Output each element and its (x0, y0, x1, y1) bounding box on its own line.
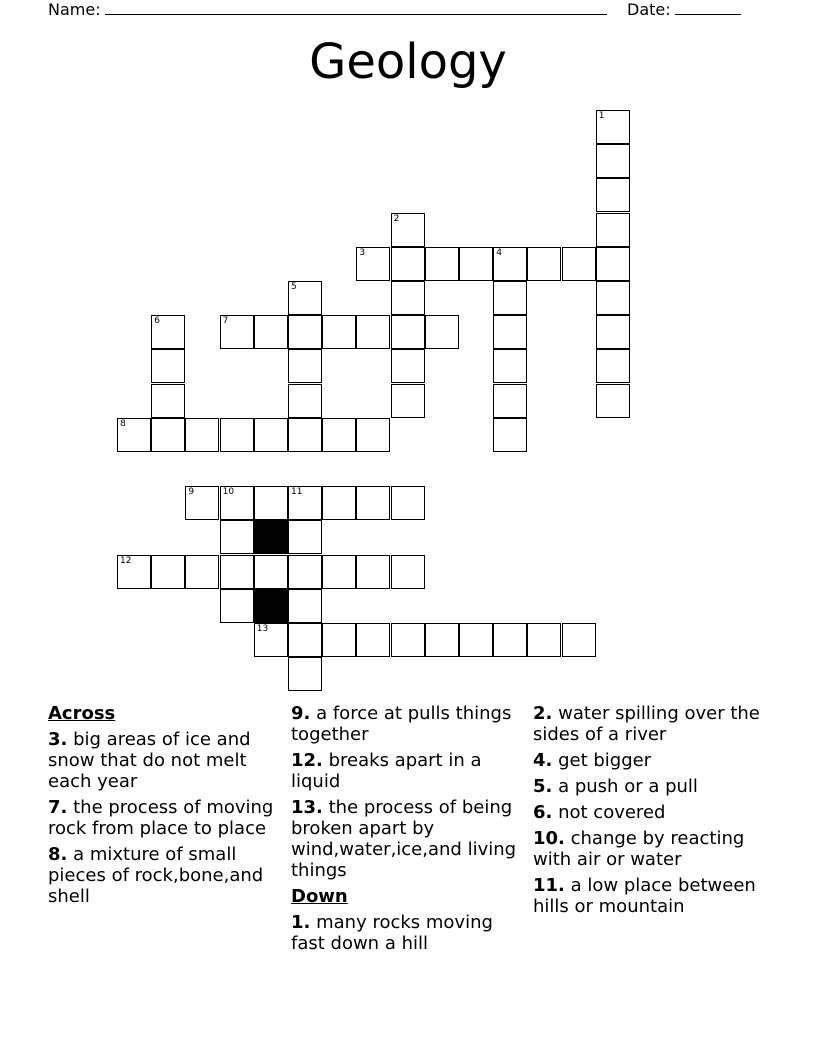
grid-cell[interactable] (254, 315, 288, 349)
clue-text: change by reacting with air or water (533, 828, 745, 870)
grid-cell[interactable] (151, 315, 185, 349)
grid-cell[interactable] (220, 486, 254, 520)
grid-cell[interactable] (425, 623, 459, 657)
clue-column-3 (533, 703, 773, 922)
grid-cell[interactable] (356, 418, 390, 452)
grid-cell[interactable] (493, 247, 527, 281)
name-label: Name: (48, 0, 101, 19)
clue-column-2 (291, 703, 531, 959)
grid-cell[interactable] (254, 623, 288, 657)
grid-cell[interactable] (596, 144, 630, 178)
clue-number: 1. (291, 912, 311, 933)
clue-text: many rocks moving fast down a hill (291, 912, 493, 954)
date-label: Date: (627, 0, 671, 19)
cell-number: 7 (222, 316, 229, 327)
grid-cell[interactable] (356, 555, 390, 589)
clue-text: a push or a pull (552, 776, 698, 797)
clue-text: big areas of ice and snow that do not melt each year (48, 729, 251, 792)
grid-cell[interactable] (322, 486, 356, 520)
grid-cell[interactable] (391, 623, 425, 657)
grid-cell[interactable] (254, 418, 288, 452)
clue-number: 4. (533, 750, 553, 771)
clue-number: 8. (48, 844, 68, 865)
grid-cell[interactable] (562, 623, 596, 657)
black-cell (254, 520, 288, 554)
grid-cell[interactable] (493, 384, 527, 418)
clue-text: not covered (552, 802, 666, 823)
grid-cell[interactable] (220, 555, 254, 589)
clue-number: 2. (533, 703, 553, 724)
grid-cell[interactable] (254, 486, 288, 520)
grid-cell[interactable] (151, 555, 185, 589)
grid-cell[interactable] (220, 520, 254, 554)
across-heading: Across (48, 703, 116, 724)
clue-text: get bigger (552, 750, 652, 771)
clue-text: water spilling over the sides of a river (533, 703, 760, 745)
grid-cell[interactable] (596, 213, 630, 247)
grid-cell[interactable] (425, 315, 459, 349)
down-clue-list (291, 912, 531, 954)
grid-cell[interactable] (220, 418, 254, 452)
clue-number: 9. (291, 703, 311, 724)
grid-cell[interactable] (185, 418, 219, 452)
clue-column-1 (48, 703, 288, 912)
grid-cell[interactable] (493, 315, 527, 349)
clue-item (533, 750, 773, 771)
clue-text: a low place between hills or mountain (533, 875, 756, 917)
grid-cell[interactable] (596, 247, 630, 281)
clue-item (48, 797, 288, 839)
down-clue-list-continued (533, 703, 773, 917)
grid-cell[interactable] (288, 657, 322, 691)
grid-cell[interactable] (425, 247, 459, 281)
grid-cell[interactable] (391, 281, 425, 315)
grid-cell[interactable] (596, 349, 630, 383)
cell-number: 6 (154, 316, 160, 327)
down-heading: Down (291, 886, 348, 907)
grid-cell[interactable] (288, 520, 322, 554)
grid-cell[interactable] (288, 589, 322, 623)
across-clue-list-continued (291, 703, 531, 881)
across-clue-list (48, 729, 288, 907)
grid-cell[interactable] (356, 315, 390, 349)
grid-cell[interactable] (288, 349, 322, 383)
clue-item (533, 875, 773, 917)
cell-number: 1 (598, 111, 605, 121)
grid-cell[interactable] (391, 555, 425, 589)
clue-text: the process of moving rock from place to place (48, 797, 274, 839)
grid-cell[interactable] (151, 349, 185, 383)
cell-number: 5 (291, 282, 297, 292)
cell-number: 8 (120, 418, 126, 429)
grid-cell[interactable] (596, 110, 630, 144)
clue-number: 13. (291, 797, 323, 818)
grid-cell[interactable] (322, 418, 356, 452)
grid-cell[interactable] (493, 623, 527, 657)
clue-item (48, 729, 288, 792)
grid-cell[interactable] (254, 555, 288, 589)
grid-cell[interactable] (459, 247, 493, 281)
cell-number: 2 (393, 213, 400, 224)
clue-item (533, 776, 773, 797)
cell-number: 4 (496, 247, 502, 258)
grid-cell[interactable] (288, 623, 322, 657)
grid-cell[interactable] (322, 623, 356, 657)
clue-item (533, 802, 773, 823)
clue-text: a force at pulls things together (291, 703, 512, 745)
clue-number: 10. (533, 828, 565, 849)
grid-cell[interactable] (117, 418, 151, 452)
grid-cell[interactable] (493, 349, 527, 383)
grid-cell[interactable] (391, 384, 425, 418)
grid-cell[interactable] (185, 555, 219, 589)
cell-number: 9 (188, 487, 195, 498)
clue-text: the process of being broken apart by wind,water,ice,and living things (291, 797, 517, 881)
grid-cell[interactable] (596, 315, 630, 349)
clue-number: 12. (291, 750, 323, 771)
grid-cell[interactable] (356, 247, 390, 281)
grid-cell[interactable] (220, 315, 254, 349)
cell-number: 10 (222, 487, 235, 498)
grid-cell[interactable] (596, 384, 630, 418)
grid-cell[interactable] (356, 486, 390, 520)
grid-cell[interactable] (596, 281, 630, 315)
clue-item (533, 828, 773, 870)
grid-cell[interactable] (185, 486, 219, 520)
grid-cell[interactable] (562, 247, 596, 281)
clue-number: 3. (48, 729, 68, 750)
clue-number: 7. (48, 797, 68, 818)
grid-cell[interactable] (288, 281, 322, 315)
clue-text: a mixture of small pieces of rock,bone,and shell (48, 844, 264, 907)
cell-number: 12 (120, 555, 132, 566)
grid-cell[interactable] (220, 589, 254, 623)
grid-cell[interactable] (527, 247, 561, 281)
grid-cell[interactable] (288, 384, 322, 418)
black-cell (254, 589, 288, 623)
cell-number: 13 (256, 624, 269, 634)
grid-cell[interactable] (391, 349, 425, 383)
clue-number: 11. (533, 875, 565, 896)
clue-item (533, 703, 773, 745)
grid-cell[interactable] (117, 555, 151, 589)
grid-cell[interactable] (391, 213, 425, 247)
grid-cell[interactable] (322, 555, 356, 589)
grid-cell[interactable] (459, 623, 493, 657)
grid-cell[interactable] (356, 623, 390, 657)
grid-cell[interactable] (493, 418, 527, 452)
grid-cell[interactable] (288, 315, 322, 349)
grid-cell[interactable] (151, 384, 185, 418)
grid-cell[interactable] (288, 486, 322, 520)
puzzle-title: Geology (309, 34, 507, 90)
clue-text: breaks apart in a liquid (291, 750, 482, 792)
clue-number: 6. (533, 802, 553, 823)
grid-cell[interactable] (322, 315, 356, 349)
clue-item (291, 703, 531, 745)
grid-cell[interactable] (493, 281, 527, 315)
clue-item (291, 750, 531, 792)
grid-cell[interactable] (288, 418, 322, 452)
clue-item (48, 844, 288, 907)
clue-number: 5. (533, 776, 553, 797)
cell-number: 3 (359, 247, 366, 258)
grid-cell[interactable] (391, 486, 425, 520)
grid-cell[interactable] (596, 178, 630, 212)
clue-item (291, 797, 531, 881)
clue-item (291, 912, 531, 954)
grid-cell[interactable] (391, 247, 425, 281)
grid-cell[interactable] (391, 315, 425, 349)
grid-cell[interactable] (288, 555, 322, 589)
cell-number: 11 (291, 487, 303, 498)
grid-cell[interactable] (527, 623, 561, 657)
grid-cell[interactable] (151, 418, 185, 452)
